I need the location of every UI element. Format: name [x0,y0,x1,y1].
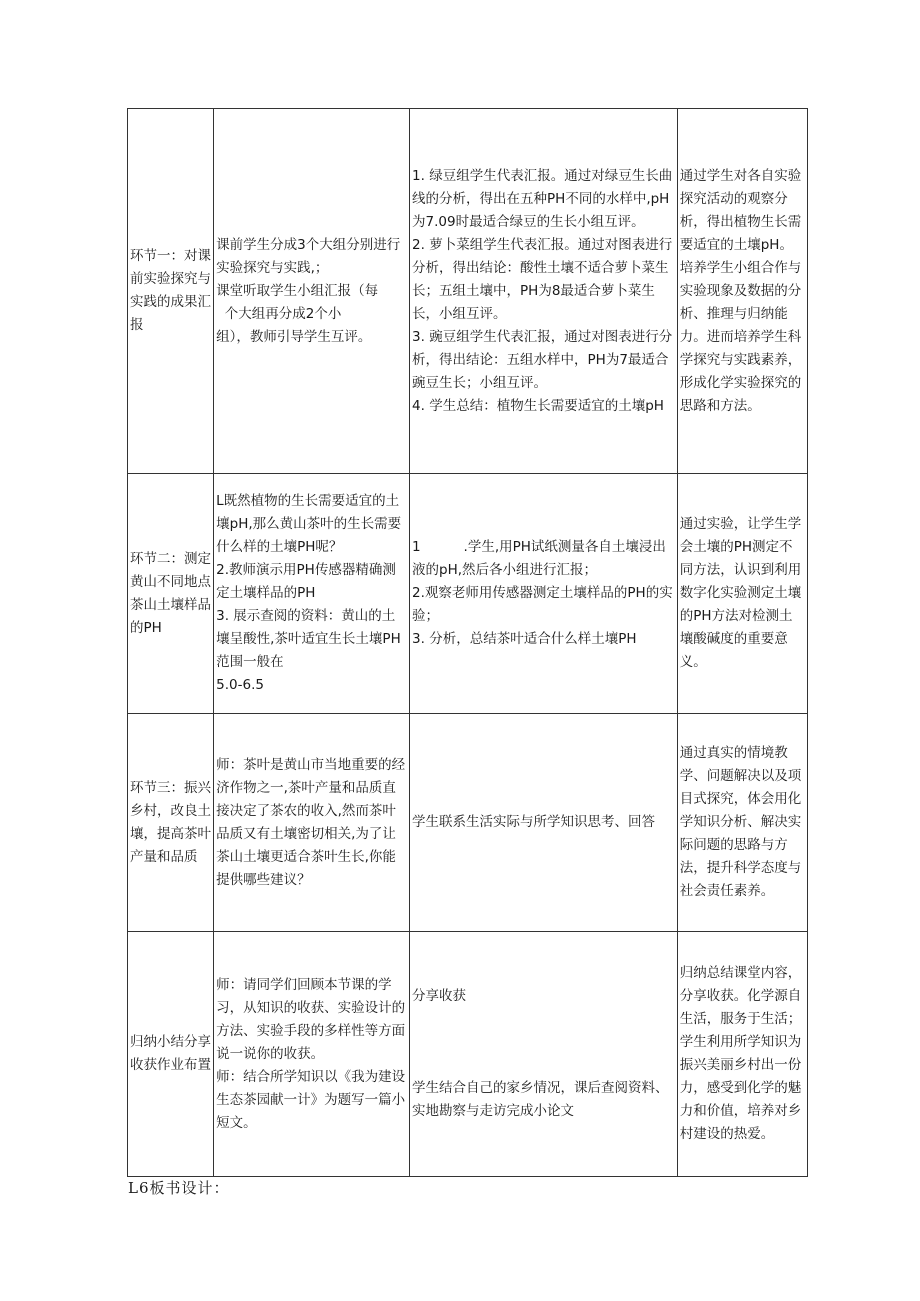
cell-text: 2. 萝卜菜组学生代表汇报。通过对图表进行分析，得出结论：酸性土壤不适合萝卜菜生长；五组土壤中，PH为8最适合萝卜菜生长，小组互评。 [412,236,673,322]
cell-text: 课前学生分成3个大组分别进行实验探究与实践,； [216,236,401,276]
cell-text [412,1031,675,1054]
cell-text: 2.教师演示用PH传感器精确测定土壤样品的PH [216,562,396,601]
design-intent-cell [677,109,807,474]
lesson-table [127,108,808,1177]
cell-text: 3. 展示查阅的资料：黄山的土壤呈酸性,茶叶适宜生长土壤PH范围一般在 [216,608,401,670]
table-row [128,714,808,932]
cell-text: 分享收获 [412,988,467,1004]
cell-text: 1. 绿豆组学生代表汇报。通过对绿豆生长曲线的分析，得出在五种PH不同的水样中,pH为7.09时最适合绿豆的生长小组互评。 [412,167,673,230]
cell-text: 4. 学生总结：植物生长需要适宜的土壤pH [412,397,664,414]
teacher-activity-cell [214,109,410,474]
stage-cell [128,474,214,714]
cell-text: 师：茶叶是黄山市当地重要的经济作物之一,茶叶产量和品质直接决定了茶农的收入,然而茶叶品质又有土壤密切相关,为了让茶山土壤更适合茶叶生长,你能提供哪些建议？ [216,756,406,888]
cell-text: 师：结合所学知识以《我为建设生态茶园献一计》为题写一篇小短文。 [216,1068,406,1131]
teacher-activity-cell [214,932,410,1177]
cell-text: 归纳小结分享收获作业布置 [130,1034,211,1073]
cell-text [412,1008,675,1031]
table-row [128,109,808,474]
stage-cell [128,932,214,1177]
student-activity-cell [410,109,678,474]
student-activity-cell [410,474,678,714]
cell-text: 归纳总结课堂内容，分享收获。化学源自生活，服务于生活；学生利用所学知识为振兴美丽乡村出一份力，感受到化学的魅力和价值，培养对乡村建设的热爱。 [679,965,802,1142]
cell-text: 3. 豌豆组学生代表汇报，通过对图表进行分析，得出结论：五组水样中，PH为7最适合豌豆生长；小组互评。 [412,328,673,391]
cell-text: 学生结合自己的家乡情况，课后查阅资料、实地勘察与走访完成小论文 [412,1080,669,1119]
cell-text: 通过实验，让学生学会土壤的PH测定不同方法，认识到利用数字化实验测定土壤的PH方法对检测土壤酸碱度的重要意义。 [679,516,802,670]
cell-text: 2.观察老师用传感器测定土壤样品的PH的实验； [412,585,673,624]
teacher-activity-cell [214,474,410,714]
table-row [128,474,808,714]
cell-text: 3. 分析，总结茶叶适合什么样土壤PH [412,631,637,647]
student-activity-cell [410,714,678,932]
cell-text: 通过学生对各自实验探究活动的观察分析，得出植物生长需要适宜的土壤pH。培养学生小组合作与实验现象及数据的分析、推理与归纳能力。进而培养学生科学探究与实践素养，形成化学实验探究的思路和方法。 [679,167,802,414]
cell-text: 1 .学生,用PH试纸测量各自土壤浸出液的pH,然后各小组进行汇报； [412,539,666,578]
cell-text: 5.0-6.5 [216,677,264,693]
cell-text: 通过真实的情境教学、问题解决以及项目式探究，体会用化学知识分析、解决实际问题的思路与方法，提升科学态度与社会责任素养。 [679,745,802,899]
table-row [128,932,808,1177]
cell-text: 环节一：对课前实验探究与实践的成果汇报 [130,248,211,333]
board-design-heading: L6板书设计： [128,1179,230,1197]
stage-cell [128,714,214,932]
cell-text: 环节三：振兴乡村，改良土壤，提高茶叶产量和品质 [130,779,211,865]
design-intent-cell [677,714,807,932]
cell-text: 组），教师引导学生互评。 [216,328,372,345]
cell-text: 课堂听取学生小组汇报（每 [216,282,379,299]
teacher-activity-cell [214,714,410,932]
cell-text: 学生联系生活实际与所学知识思考、回答 [412,814,656,830]
cell-text: L既然植物的生长需要适宜的土壤pH,那么黄山茶叶的生长需要什么样的土壤PH呢？ [216,493,402,555]
cell-text: 师：请同学们回顾本节课的学习，从知识的收获、实验设计的方法、实验手段的多样性等方面说一说你的收获。 [216,976,406,1062]
cell-text: 环节二：测定黄山不同地点茶山土壤样品的PH [130,550,211,636]
cell-text [412,1054,675,1077]
design-intent-cell [677,932,807,1177]
student-activity-cell [410,932,678,1177]
cell-text: 个大组再分成2个小 [216,305,342,322]
design-intent-cell [677,474,807,714]
stage-cell [128,109,214,474]
